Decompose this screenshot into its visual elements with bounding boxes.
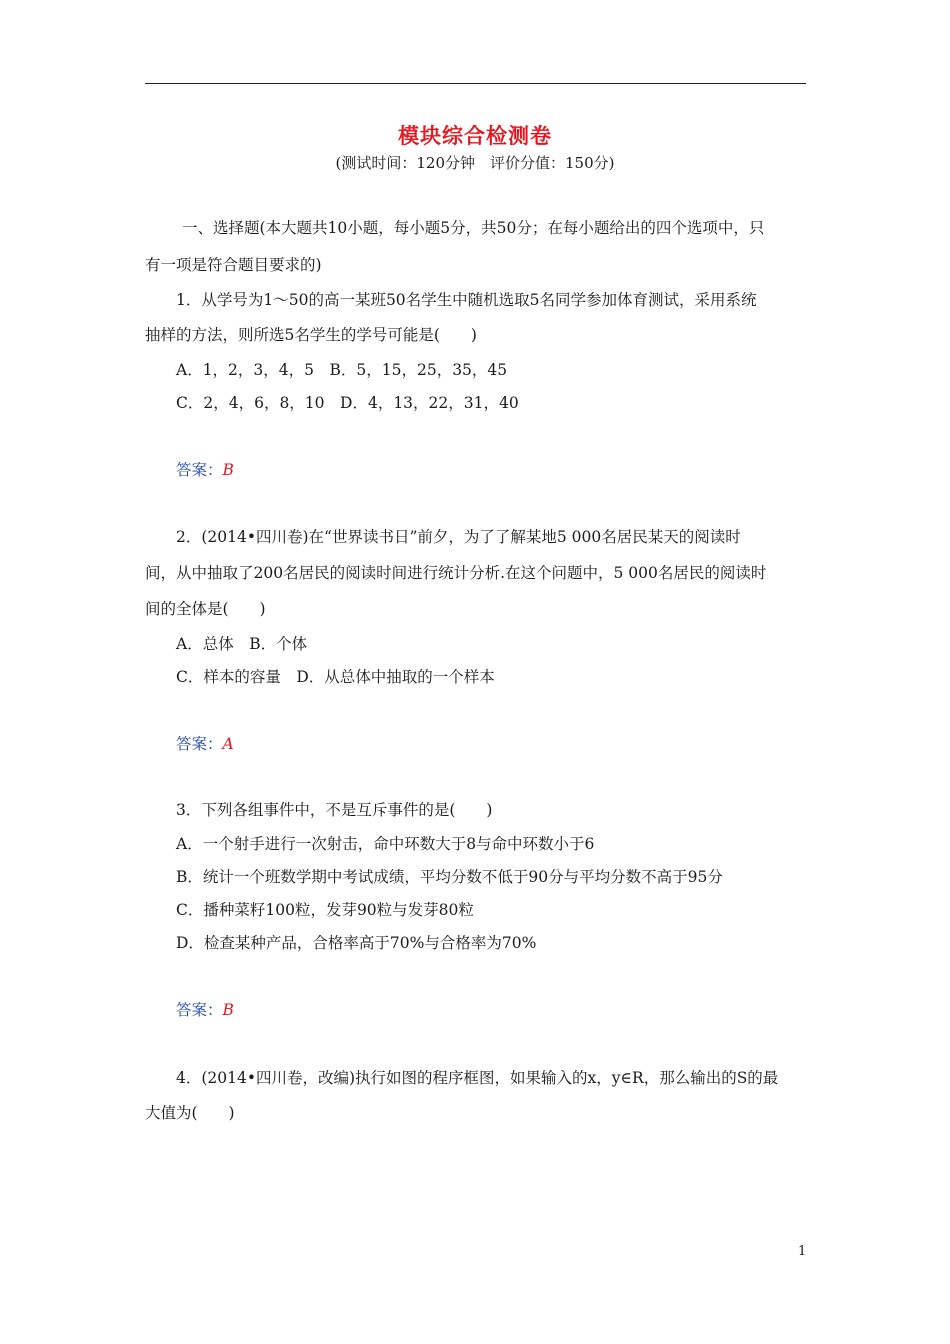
q3-option-d: D．检查某种产品，合格率高于70%与合格率为70% <box>176 934 537 952</box>
q3-option-c: C．播种菜籽100粒，发芽90粒与发芽80粒 <box>176 901 474 919</box>
answer-value: B <box>222 1001 234 1019</box>
header-rule <box>145 83 806 84</box>
q2-stem-line-1: 2．(2014•四川卷)在“世界读书日”前夕，为了了解某地5 000名居民某天的阅读时 <box>176 528 741 546</box>
q2-stem-line-2: 间，从中抽取了200名居民的阅读时间进行统计分析.在这个问题中，5 000名居民的阅读时 <box>145 564 767 582</box>
q2-answer <box>176 734 234 754</box>
q1-stem-line-1: 1．从学号为1～50的高一某班50名学生中随机选取5名同学参加体育测试，采用系统 <box>176 291 757 309</box>
q1-option-line-2: C．2，4，6，8，10 D．4，13，22，31，40 <box>176 394 519 412</box>
q3-option-b: B．统计一个班数学期中考试成绩，平均分数不低于90分与平均分数不高于95分 <box>176 868 723 886</box>
q2-option-line-2: C．样本的容量 D．从总体中抽取的一个样本 <box>176 668 495 686</box>
q3-option-a: A．一个射手进行一次射击，命中环数大于8与命中环数小于6 <box>176 835 595 853</box>
q3-answer <box>176 1000 234 1020</box>
q1-option-line-1: A．1，2，3，4，5 B．5，15，25，35，45 <box>176 361 508 379</box>
q4-stem-line-1: 4．(2014•四川卷，改编)执行如图的程序框图，如果输入的x，y∈R，那么输出的S的最 <box>176 1069 779 1087</box>
page-title: 模块综合检测卷 <box>398 123 552 148</box>
q1-answer <box>176 460 234 480</box>
exam-info: (测试时间：120分钟 评价分值：150分) <box>335 154 615 172</box>
answer-label: 答案： <box>176 1001 223 1019</box>
q3-stem-line-1: 3．下列各组事件中，不是互斥事件的是( ) <box>176 801 493 819</box>
page-number: 1 <box>798 1244 807 1259</box>
q1-stem-line-2: 抽样的方法，则所选5名学生的学号可能是( ) <box>145 326 477 344</box>
q4-stem-line-2: 大值为( ) <box>145 1104 235 1122</box>
answer-label: 答案： <box>176 735 223 753</box>
answer-value: B <box>222 461 234 479</box>
q2-stem-line-3: 间的全体是( ) <box>145 600 266 618</box>
answer-value: A <box>222 735 234 753</box>
section-heading-line-1: 一、选择题(本大题共10小题，每小题5分，共50分；在每小题给出的四个选项中，只 <box>182 219 765 237</box>
q2-option-line-1: A．总体 B．个体 <box>176 635 308 653</box>
answer-label: 答案： <box>176 461 223 479</box>
section-heading-line-2: 有一项是符合题目要求的) <box>145 256 322 274</box>
